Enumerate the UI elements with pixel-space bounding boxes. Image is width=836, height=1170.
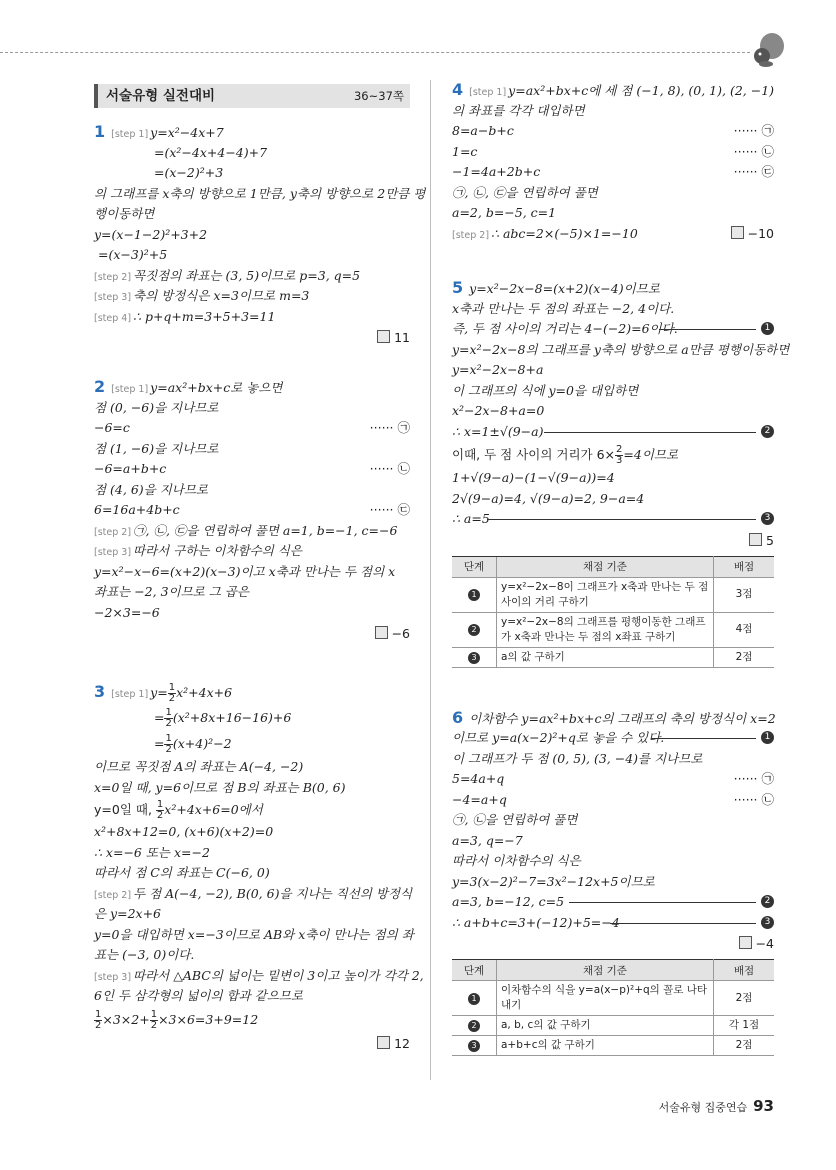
line-text: a=3, b=−12, c=5	[452, 894, 565, 909]
rubric-step-cell: 2	[452, 612, 497, 647]
problem-6-line	[452, 769, 774, 790]
line-text: x²+8x+12=0, (x+6)(x+2)=0	[94, 824, 274, 839]
rubric-step-cell: 3	[452, 1036, 497, 1056]
problem-1-line	[94, 307, 410, 328]
line-text: 은 y=2x+6	[94, 906, 162, 921]
line-text: 좌표는 −2, 3이므로 그 곱은	[94, 584, 249, 599]
line-text: 따라서 점 C의 좌표는 C(−6, 0)	[94, 865, 270, 880]
problem-5-fraction-line: 이때, 두 점 사이의 거리가 6× $\frac{2}{3}$ =4이므로	[452, 444, 679, 466]
line-text: 꼭짓점의 좌표는 (3, 5)이므로 p=3, q=5	[133, 267, 361, 283]
equation-marker: ······ ㉢	[733, 164, 774, 179]
problem-3-answer: 12	[94, 1033, 410, 1055]
section-pages: 36~37쪽	[353, 89, 404, 103]
problem-2-line	[94, 377, 410, 398]
rubric-criterion-cell: a+b+c의 값 구하기	[497, 1036, 714, 1056]
problem-3-line-4: y=0일 때, $\frac{1}{2}$ x²+4x+6=0에서	[94, 799, 263, 821]
step-label: [step 1]	[111, 384, 149, 395]
equation-marker: ······ ㉢	[369, 502, 410, 517]
problem-1-line	[94, 204, 410, 225]
rubric-score-cell: 각 1점	[714, 1016, 775, 1036]
line-text: ∴ a=5	[452, 511, 490, 526]
line-text: 두 점 A(−4, −2), B(0, 6)을 지나는 직선의 방정식	[133, 885, 413, 901]
step-circle-3: 3	[761, 916, 774, 929]
problem-1-line	[94, 286, 410, 307]
problem-2-line	[94, 541, 410, 562]
line-text: 행이동하면	[94, 206, 155, 221]
problem-5-line	[452, 489, 774, 510]
leader-line	[659, 329, 756, 330]
problem-2-line	[94, 398, 410, 419]
problem-4-line	[452, 183, 774, 204]
step-label: [step 1]	[111, 129, 149, 140]
line-text: 의 좌표를 각각 대입하면	[452, 102, 585, 118]
step-circle-1: 1	[761, 731, 774, 744]
rubric-step-cell: 1	[452, 981, 497, 1016]
line-text: 이 그래프의 식에 y=0을 대입하면	[452, 382, 639, 398]
answer-box-icon	[749, 533, 762, 546]
problem-5-line	[452, 422, 774, 443]
line-text: 점 (1, −6)을 지나므로	[94, 440, 219, 456]
line-text: 이므로 y=a(x−2)²+q로 놓을 수 있다.	[452, 730, 665, 745]
answer-box-icon	[375, 626, 388, 639]
problem-3-line	[94, 925, 414, 946]
problem-4-line	[452, 203, 774, 224]
problem-2-answer: −6	[94, 623, 410, 645]
line-text: y=ax²+bx+c로 놓으면	[150, 380, 283, 395]
page-footer	[659, 1097, 774, 1115]
problem-5-line	[452, 299, 774, 320]
leader-line	[651, 738, 756, 739]
line-text: x=0일 때, y=6이므로 점 B의 좌표는 B(0, 6)	[94, 779, 346, 795]
line-text: 즉, 두 점 사이의 거리는 4−(−2)=6이다.	[452, 321, 678, 336]
step-label: [step 2]	[94, 889, 132, 901]
problem-2-line	[94, 603, 410, 624]
line-text: 6인 두 삼각형의 넓이의 합과 같으므로	[94, 988, 303, 1003]
answer-mark: −10	[731, 224, 774, 245]
line-text: 의 그래프를 x축의 방향으로 1만큼, y축의 방향으로 2만큼 평	[94, 185, 426, 201]
problem-3-line-2: = $\frac{1}{2}$ (x²+8x+16−16)+6	[154, 707, 292, 729]
rubric-score-cell: 4점	[714, 612, 775, 647]
line-text: −6=a+b+c	[94, 461, 167, 476]
problem-3-final: $\frac{1}{2}$ ×3×2+ $\frac{1}{2}$ ×3×6=3+9=12	[95, 1008, 259, 1031]
rubric-step-cell: 1	[452, 577, 497, 612]
section-title: 서술유형 실전대비	[106, 88, 216, 104]
line-text: 2√(9−a)=4, √(9−a)=2, 9−a=4	[452, 490, 645, 506]
line-text: 점 (0, −6)을 지나므로	[94, 399, 219, 415]
line-text: 8=a−b+c	[452, 123, 514, 138]
problem-6-line	[452, 708, 774, 729]
line-text: 5=4a+q	[452, 771, 505, 786]
problem-2	[94, 377, 410, 623]
problem-1	[94, 122, 426, 327]
problem-3-line	[94, 945, 410, 966]
footer-section: 서술유형 집중연습	[658, 1101, 748, 1114]
line-text: y=(x−1−2)²+3+2	[94, 226, 208, 242]
line-text: y=x²−4x+7	[150, 125, 224, 140]
line-text: a=3, q=−7	[452, 832, 523, 848]
problem-2-line	[94, 562, 410, 583]
line-text: =(x−3)²+5	[98, 247, 168, 262]
problem-4-line	[452, 224, 774, 245]
line-text: x²−2x−8+a=0	[452, 403, 545, 418]
leader-line	[487, 519, 756, 520]
rubric-row	[452, 1036, 774, 1056]
problem-5-line	[452, 381, 774, 402]
problem-6-line	[452, 872, 774, 893]
problem-1-line	[94, 143, 410, 164]
problem-1-line	[94, 184, 426, 205]
left-column	[94, 84, 426, 1055]
problem-2-line	[94, 418, 410, 439]
step-circle-2: 2	[761, 895, 774, 908]
problem-6-answer: −4	[452, 933, 774, 955]
problem-4-line	[452, 121, 774, 142]
problem-1-line	[94, 266, 410, 287]
rubric-step-cell: 2	[452, 1016, 497, 1036]
problem-3-line	[94, 904, 410, 925]
line-text: y=0을 대입하면 x=−3이므로 AB와 x축이 만나는 점의 좌	[94, 926, 414, 942]
line-text: y=x²−x−6=(x+2)(x−3)이고 x축과 만나는 두 점의 x	[94, 563, 396, 579]
problem-4-line	[452, 80, 774, 101]
step-label: [step 4]	[94, 312, 132, 324]
problem-6-rubric-table	[452, 959, 774, 1056]
line-text: 따라서 구하는 이차함수의 식은	[133, 543, 302, 558]
squirrel-mascot-icon	[748, 30, 788, 70]
line-text: 이므로 꼭짓점 A의 좌표는 A(−4, −2)	[94, 759, 304, 774]
problem-2-line	[94, 459, 410, 480]
problem-3-line	[94, 843, 410, 864]
line-text: ㉠, ㉡, ㉢을 연립하여 풀면	[452, 184, 598, 200]
equation-marker: ······ ㉠	[733, 771, 774, 786]
right-column	[452, 80, 790, 1056]
step-circle-1: 1	[761, 322, 774, 335]
leader-line	[569, 902, 756, 903]
problem-2-line	[94, 480, 410, 501]
problem-4	[452, 80, 774, 244]
problem-4-line	[452, 162, 774, 183]
leader-line	[544, 432, 756, 433]
line-text: =(x−2)²+3	[154, 165, 224, 180]
column-divider	[430, 80, 431, 1080]
problem-1-line	[94, 225, 410, 246]
rubric-criterion-cell: y=x²−2x−8의 그래프를 평행이동한 그래프가 x축과 만나는 두 점의 x좌표 구하기	[497, 612, 714, 647]
problem-6	[452, 708, 774, 934]
line-text: 이 그래프가 두 점 (0, 5), (3, −4)를 지나므로	[452, 750, 703, 766]
rubric-score-cell: 2점	[714, 1036, 775, 1056]
page-number: 93	[753, 1097, 774, 1115]
line-text: 표는 (−3, 0)이다.	[94, 947, 195, 962]
rubric-header-cell: 배점	[714, 556, 775, 577]
problem-2-line	[94, 521, 410, 542]
problem-5-line	[452, 509, 774, 530]
rubric-criterion-cell: y=x²−2x−8이 그래프가 x축과 만나는 두 점 사이의 거리 구하기	[497, 577, 714, 612]
rubric-header-cell: 채점 기준	[497, 556, 714, 577]
answer-box-icon	[377, 1036, 390, 1049]
problem-3-line-3: = $\frac{1}{2}$ (x+4)²−2	[154, 733, 232, 755]
rubric-header-cell: 단계	[452, 960, 497, 981]
line-text: 1+√(9−a)−(1−√(9−a))=4	[452, 470, 615, 485]
line-text: x축과 만나는 두 점의 좌표는 −2, 4이다.	[452, 300, 675, 316]
problem-2-line	[94, 582, 410, 603]
rubric-row	[452, 981, 774, 1016]
rubric-row	[452, 647, 774, 667]
answer-box-icon	[731, 226, 744, 239]
rubric-criterion-cell: 이차함수의 식을 y=a(x−p)²+q의 꼴로 나타내기	[497, 981, 714, 1016]
problem-3	[94, 679, 424, 1033]
step-label: [step 2]	[452, 229, 490, 241]
rubric-header-cell: 배점	[714, 960, 775, 981]
problem-6-line	[452, 831, 774, 852]
line-text: =(x²−4x+4−4)+7	[154, 144, 268, 160]
step-label: [step 2]	[94, 526, 132, 538]
equation-marker: ······ ㉡	[733, 143, 774, 159]
leader-line	[610, 923, 756, 924]
problem-3-line	[94, 822, 410, 843]
problem-6-line	[452, 749, 774, 770]
line-text: 이차함수 y=ax²+bx+c의 그래프의 축의 방정식이 x=2	[469, 710, 776, 726]
equation-marker: ······ ㉡	[369, 461, 410, 476]
problem-5-rubric-table	[452, 556, 774, 668]
problem-5-answer: 5	[452, 530, 774, 552]
line-text: ∴ a+b+c=3+(−12)+5=−4	[452, 914, 620, 930]
line-text: ∴ p+q+m=3+5+3=11	[133, 308, 276, 324]
line-text: −6=c	[94, 420, 130, 435]
rubric-criterion-cell: a의 값 구하기	[497, 647, 714, 667]
problem-3-line	[94, 757, 410, 778]
line-text: ∴ abc=2×(−5)×1=−10	[491, 225, 638, 241]
problem-6-line	[452, 913, 774, 934]
line-text: y=x²−2x−8=(x+2)(x−4)이므로	[469, 281, 660, 296]
problem-4-line	[452, 142, 774, 163]
problem-6-line	[452, 892, 774, 913]
line-text: 점 (4, 6)을 지나므로	[94, 481, 209, 497]
line-text: −2×3=−6	[94, 604, 160, 620]
line-text: 6=16a+4b+c	[94, 502, 180, 517]
line-text: ∴ x=−6 또는 x=−2	[94, 844, 210, 860]
step-label: [step 3]	[94, 292, 132, 303]
problem-5-line	[452, 360, 774, 381]
problem-3-line	[94, 778, 410, 799]
section-header	[94, 84, 410, 108]
problem-2-line	[94, 439, 410, 460]
problem-5-line	[452, 340, 790, 361]
line-text: −4=a+q	[452, 791, 507, 807]
step-label: [step 3]	[94, 547, 132, 558]
step-label: [step 3]	[94, 971, 132, 983]
problem-5-number: 5	[452, 278, 464, 297]
problem-3-line	[94, 986, 410, 1007]
problem-6-line	[452, 810, 774, 831]
rubric-score-cell: 2점	[714, 647, 775, 667]
line-text: −1=4a+2b+c	[452, 164, 541, 179]
rubric-header-cell: 단계	[452, 556, 497, 577]
rubric-row	[452, 1016, 774, 1036]
line-text: a=2, b=−5, c=1	[452, 205, 557, 220]
top-dashed-rule	[0, 52, 750, 53]
line-text: 따라서 이차함수의 식은	[452, 853, 581, 868]
problem-6-line	[452, 728, 774, 749]
rubric-step-cell: 3	[452, 647, 497, 667]
rubric-score-cell: 3점	[714, 577, 775, 612]
step-circle-2: 2	[761, 425, 774, 438]
line-text: 1=c	[452, 143, 478, 159]
line-text: 따라서 △ABC의 넓이는 밑변이 3이고 높이가 각각 2,	[133, 967, 424, 983]
answer-box-icon	[739, 936, 752, 949]
problem-5-line	[452, 278, 774, 299]
problem-5-line	[452, 468, 774, 489]
problem-1-line	[94, 163, 410, 184]
problem-1-number: 1	[94, 122, 106, 141]
problem-2-number: 2	[94, 377, 106, 396]
line-text: y=3(x−2)²−7=3x²−12x+5이므로	[452, 873, 655, 889]
problem-6-line	[452, 851, 774, 872]
rubric-row	[452, 577, 774, 612]
problem-1-line	[94, 245, 410, 266]
equation-marker: ······ ㉠	[733, 123, 774, 138]
rubric-score-cell: 2점	[714, 981, 775, 1016]
line-text: ∴ x=1±√(9−a)	[452, 423, 544, 439]
rubric-header-cell: 채점 기준	[497, 960, 714, 981]
problem-5	[452, 278, 790, 530]
equation-marker: ······ ㉠	[369, 420, 410, 435]
step-label: [step 1]	[469, 87, 507, 98]
problem-5-line	[452, 319, 774, 340]
problem-2-line	[94, 500, 410, 521]
rubric-criterion-cell: a, b, c의 값 구하기	[497, 1016, 714, 1036]
line-text: y=ax²+bx+c에 세 점 (−1, 8), (0, 1), (2, −1)	[508, 83, 775, 98]
step-circle-3: 3	[761, 512, 774, 525]
problem-1-line	[94, 122, 410, 143]
problem-3-line	[94, 863, 410, 884]
problem-1-answer: 11	[94, 327, 410, 349]
line-text: 축의 방정식은 x=3이므로 m=3	[133, 288, 310, 303]
problem-3-line	[94, 966, 424, 987]
step-label: [step 2]	[94, 271, 132, 283]
problem-6-number: 6	[452, 707, 464, 727]
problem-3-line	[94, 884, 413, 905]
problem-4-line	[452, 101, 774, 122]
rubric-row	[452, 612, 774, 647]
line-text: ㉠, ㉡, ㉢을 연립하여 풀면 a=1, b=−1, c=−6	[133, 522, 398, 538]
line-text: y=x²−2x−8의 그래프를 y축의 방향으로 a만큼 평행이동하면	[452, 341, 790, 357]
problem-6-line	[452, 790, 774, 811]
problem-3-line-1: 3 [step 1] y= $\frac{1}{2}$ x²+4x+6	[94, 682, 233, 704]
line-text: ㉠, ㉡을 연립하여 풀면	[452, 812, 578, 827]
problem-4-number: 4	[452, 80, 464, 99]
problem-5-line	[452, 401, 774, 422]
line-text: y=x²−2x−8+a	[452, 362, 544, 377]
equation-marker: ······ ㉡	[733, 791, 774, 807]
answer-box-icon	[377, 330, 390, 343]
